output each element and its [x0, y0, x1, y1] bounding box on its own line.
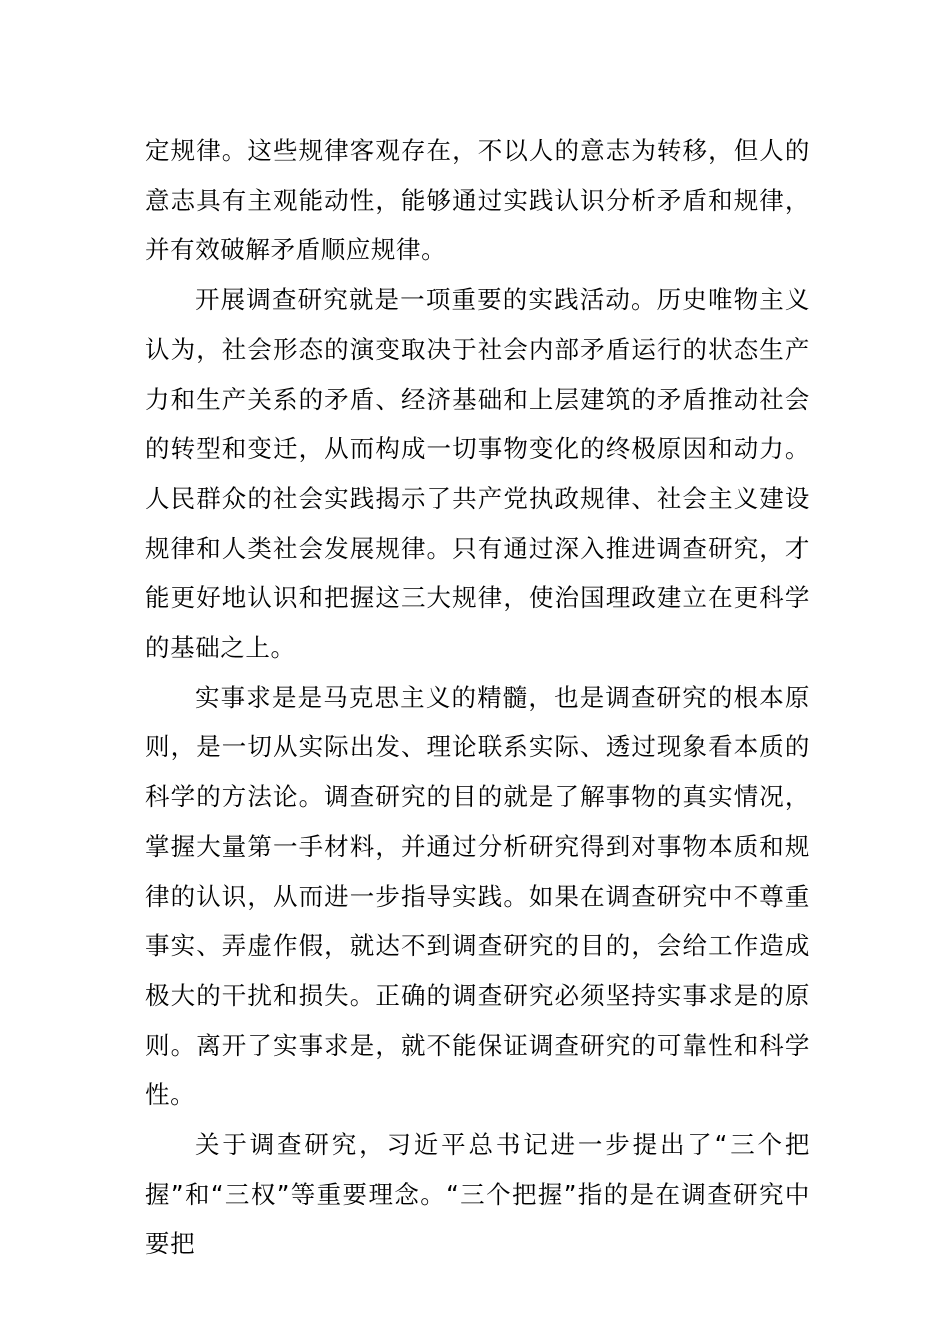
paragraph-three-grasps: 关于调查研究，习近平总书记进一步提出了“三个把握”和“三权”等重要理念。“三个把握”指的是在调查研究中要把: [145, 1130, 810, 1259]
document-body: [145, 126, 810, 1269]
paragraph-continued: 定规律。这些规律客观存在，不以人的意志为转移，但人的意志具有主观能动性，能够通过实践认识分析矛盾和规律，并有效破解矛盾顺应规律。: [145, 136, 810, 265]
paragraph-seek-truth: 实事求是是马克思主义的精髓，也是调查研究的根本原则，是一切从实际出发、理论联系实际、透过现象看本质的科学的方法论。调查研究的目的就是了解事物的真实情况，掌握大量第一手材料，并通过分析研究得到对事物本质和规律的认识，从而进一步指导实践。如果在调查研究中不尊重事实、弄虚作假，就达不到调查研究的目的，会给工作造成极大的干扰和损失。正确的调查研究必须坚持实事求是的原则。离开了实事求是，就不能保证调查研究的可靠性和科学性。: [145, 682, 810, 1110]
paragraph-practice-activity: 开展调查研究就是一项重要的实践活动。历史唯物主义认为，社会形态的演变取决于社会内部矛盾运行的状态生产力和生产关系的矛盾、经济基础和上层建筑的矛盾推动社会的转型和变迁，从而构成一切事物变化的终极原因和动力。人民群众的社会实践揭示了共产党执政规律、社会主义建设规律和人类社会发展规律。只有通过深入推进调查研究，才能更好地认识和把握这三大规律，使治国理政建立在更科学的基础之上。: [145, 285, 810, 663]
